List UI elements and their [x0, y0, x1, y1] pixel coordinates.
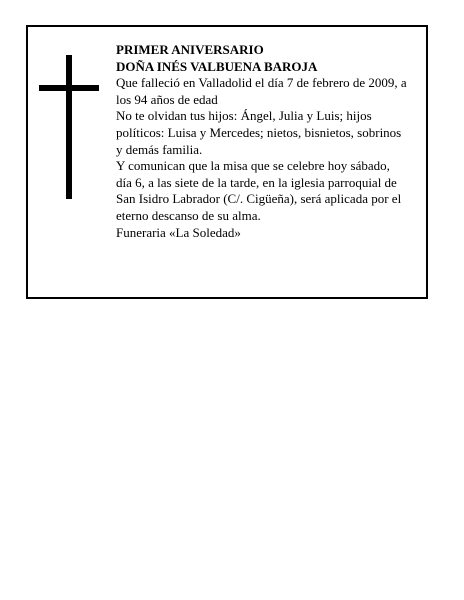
notice-line: día 6, a las siete de la tarde, en la iglesia parroquial de [116, 174, 397, 190]
notice-line: políticos: Luisa y Mercedes; nietos, bisnietos, sobrinos [116, 124, 402, 140]
cross-horizontal-bar [39, 85, 99, 91]
notice-line: eterno descanso de su alma. [116, 207, 261, 223]
notice-line: los 94 años de edad [116, 91, 218, 107]
notice-title: PRIMER ANIVERSARIO [116, 42, 264, 57]
notice-line: No te olvidan tus hijos: Ángel, Julia y Luis; hijos [116, 108, 372, 124]
notice-line: San Isidro Labrador (C/. Cigüeña), será aplicada por el [116, 191, 402, 207]
cross-icon [39, 55, 99, 199]
funeral-home: Funeraria «La Soledad» [116, 224, 241, 240]
notice-text [116, 42, 424, 241]
obituary-notice [26, 25, 428, 299]
notice-line: y demás familia. [116, 141, 203, 157]
deceased-name: DOÑA INÉS VALBUENA BAROJA [116, 58, 318, 74]
notice-line: Que falleció en Valladolid el día 7 de febrero de 2009, a [116, 75, 407, 91]
notice-line: Y comunican que la misa que se celebre hoy sábado, [116, 158, 390, 174]
cross-vertical-bar [66, 55, 72, 199]
